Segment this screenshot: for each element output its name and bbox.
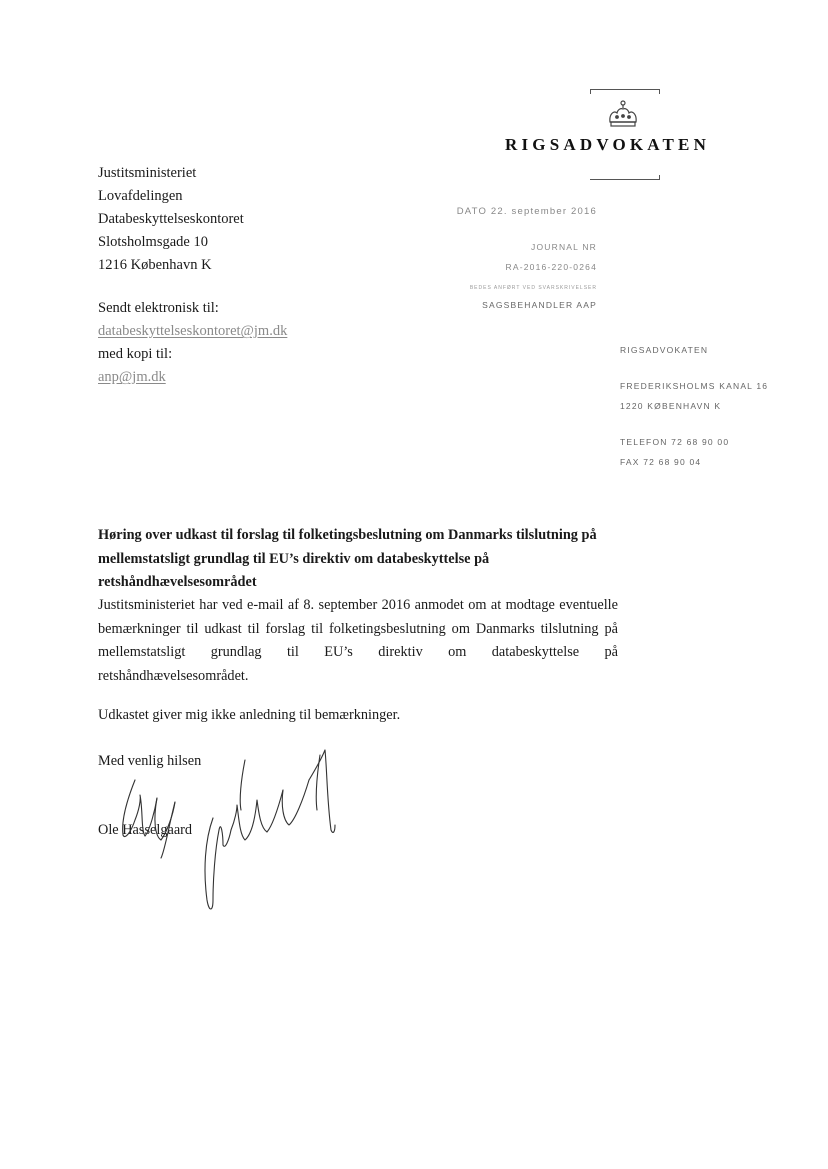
cc-email-link[interactable]: anp@jm.dk <box>98 369 166 385</box>
letterhead-rule-bottom <box>590 179 660 180</box>
journal-label: JOURNAL NR <box>531 242 597 252</box>
letter-subject: Høring over udkast til forslag til folketingsbeslutning om Danmarks tilslutning på mellemstatsligt grundlag til EU’s direktiv om databeskyttelse på retshåndhævelsesområdet <box>98 527 597 590</box>
journal-number: RA-2016-220-0264 <box>505 262 597 272</box>
recipient-address <box>98 162 244 277</box>
handwritten-signature <box>95 740 395 920</box>
sender-phone: TELEFON 72 68 90 00 <box>620 437 730 447</box>
letterhead-rule-top <box>590 89 660 90</box>
recipient-line: Justitsministeriet <box>98 165 197 181</box>
date-reference: DATO 22. september 2016 <box>456 206 597 217</box>
sender-city: 1220 KØBENHAVN K <box>620 401 722 411</box>
letterhead-rule-tick-left <box>590 89 591 94</box>
recipient-line: Slotsholmsgade 10 <box>98 234 208 250</box>
recipient-line: 1216 København K <box>98 257 212 273</box>
sent-label: Sendt elektronisk til: <box>98 300 219 316</box>
letter-closing: Med venlig hilsen <box>98 753 202 769</box>
recipient-line: Databeskyttelseskontoret <box>98 211 244 227</box>
letterhead-rule-tick-right <box>659 89 660 94</box>
letter-paragraph: Udkastet giver mig ikke anledning til bemærkninger. <box>98 707 401 723</box>
recipient-line: Lovafdelingen <box>98 188 183 204</box>
letterhead-rule-bottom-tick <box>659 175 660 180</box>
letter-paragraph: Justitsministeriet har ved e-mail af 8. september 2016 anmodet om at modtage eventuelle bemærkninger til udkast til forslag til folketingsbeslutning om Danmarks tilslutning på mellemstatsligt grundlag til EU’s direktiv om databeskyttelse på retshåndhævelsesområdet. <box>98 597 618 684</box>
sender-fax: FAX 72 68 90 04 <box>620 457 702 467</box>
sent-to-block <box>98 297 287 389</box>
crown-icon <box>606 100 640 128</box>
sender-name: RIGSADVOKATEN <box>620 345 709 355</box>
primary-email-link[interactable]: databeskyttelseskontoret@jm.dk <box>98 323 288 339</box>
brand-name: RIGSADVOKATEN <box>505 135 711 154</box>
reference-note: BEDES ANFØRT VED SVARSKRIVELSER <box>469 285 597 291</box>
case-handler: SAGSBEHANDLER AAP <box>482 300 597 310</box>
sender-street: FREDERIKSHOLMS KANAL 16 <box>620 381 769 391</box>
cc-label: med kopi til: <box>98 346 173 362</box>
signatory-name: Ole Hasselgaard <box>98 822 193 838</box>
